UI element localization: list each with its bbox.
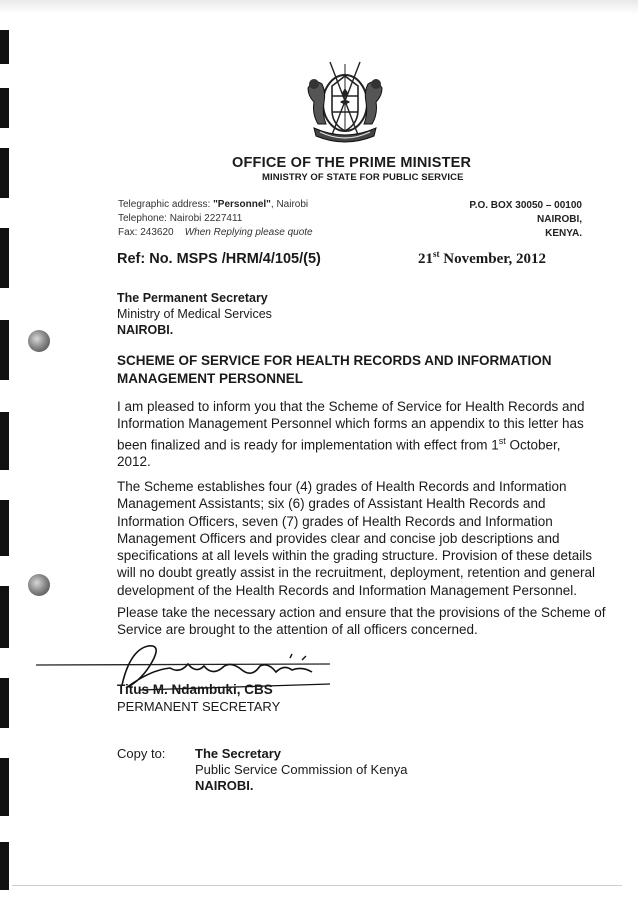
paragraph-line: been finalized and is ready for implementation with effect from 1st October, (117, 435, 561, 453)
binding-mark (0, 228, 9, 288)
copy-recipient-city: NAIROBI. (195, 778, 254, 793)
office-title: OFFICE OF THE PRIME MINISTER (232, 155, 472, 171)
telegraphic-value: "Personnel" (213, 199, 271, 210)
body-paragraph-2 (117, 478, 597, 599)
binding-mark (0, 500, 9, 556)
telephone-number: Telephone: Nairobi 2227411 (118, 213, 243, 224)
binding-mark (0, 758, 9, 816)
paragraph-line: Information Officers, seven (7) grades of Health Records and Information (117, 513, 553, 529)
fax-line (118, 227, 313, 238)
paragraph-line: The Scheme establishes four (4) grades of Health Records and Information (117, 479, 567, 494)
body-paragraph-1 (117, 398, 597, 471)
paragraph-line: Management Assistants; six (6) grades of Assistant Health Records and (117, 496, 546, 512)
punch-hole (28, 574, 50, 596)
letter-date (418, 249, 546, 268)
telegraphic-address (118, 199, 308, 210)
paragraph-line: I am pleased to inform you that the Scheme of Service for Health Records and (117, 399, 585, 414)
binding-mark (0, 148, 9, 198)
telegraphic-label: Telegraphic address: (118, 199, 214, 210)
binding-mark (0, 842, 9, 890)
scan-edge (0, 0, 638, 14)
binding-mark (0, 586, 9, 648)
po-box: P.O. BOX 30050 – 00100 (469, 200, 582, 211)
coat-of-arms-emblem (300, 58, 390, 148)
signatory-name: Titus M. Ndambuki, CBS (117, 682, 273, 697)
paragraph-line: development of the Health Records and Information Management Personnel. (117, 582, 578, 598)
copy-recipient-title: The Secretary (195, 746, 281, 761)
scan-bottom-edge (12, 885, 622, 886)
binding-strip (0, 30, 12, 890)
fax-number: Fax: 243620 (118, 227, 174, 238)
paragraph-line: Please take the necessary action and ensure that the provisions of the Scheme of (117, 605, 606, 620)
postal-country: KENYA. (545, 228, 582, 239)
paragraph-line: specifications at all levels within the grading structure. Provision of these details (117, 548, 592, 564)
addressee-title: The Permanent Secretary (117, 291, 268, 305)
binding-mark (0, 678, 9, 728)
signatory-title: PERMANENT SECRETARY (117, 699, 281, 714)
addressee-city: NAIROBI. (117, 323, 174, 337)
date-day: 21 (418, 251, 433, 267)
date-month-year: November, 2012 (439, 251, 547, 267)
copy-recipient (195, 746, 407, 794)
paragraph-line: will no doubt greatly assist in the recruitment, deployment, retention and general (117, 565, 596, 581)
addressee-ministry: Ministry of Medical Services (117, 307, 272, 321)
ministry-name: MINISTRY OF STATE FOR PUBLIC SERVICE (262, 172, 464, 183)
quote-note: When Replying please quote (184, 227, 313, 238)
paragraph-line: Information Management Personnel which forms an appendix to this letter has (117, 416, 584, 432)
reference-number: Ref: No. MSPS /HRM/4/105/(5) (117, 251, 321, 267)
body-paragraph-3 (117, 604, 606, 639)
binding-mark (0, 88, 9, 128)
postal-address (469, 199, 582, 241)
paragraph-line: Management Officers and provides clear and concise job descriptions and (117, 530, 560, 546)
addressee-block (117, 290, 272, 338)
date-ordinal: st (433, 249, 440, 259)
copy-recipient-org: Public Service Commission of Kenya (195, 762, 408, 777)
binding-mark (0, 30, 9, 64)
telegraphic-city: , Nairobi (270, 199, 309, 210)
paragraph-line: 2012. (117, 454, 151, 470)
letter-subject: SCHEME OF SERVICE FOR HEALTH RECORDS AND INFORMATION MANAGEMENT PERSONNEL (117, 353, 552, 386)
binding-mark (0, 320, 9, 380)
binding-mark (0, 412, 9, 470)
postal-city: NAIROBI, (537, 214, 582, 225)
punch-hole (28, 330, 50, 352)
paragraph-line: Service are brought to the attention of all officers concerned. (117, 622, 478, 638)
copy-to-label: Copy to: (117, 746, 166, 761)
